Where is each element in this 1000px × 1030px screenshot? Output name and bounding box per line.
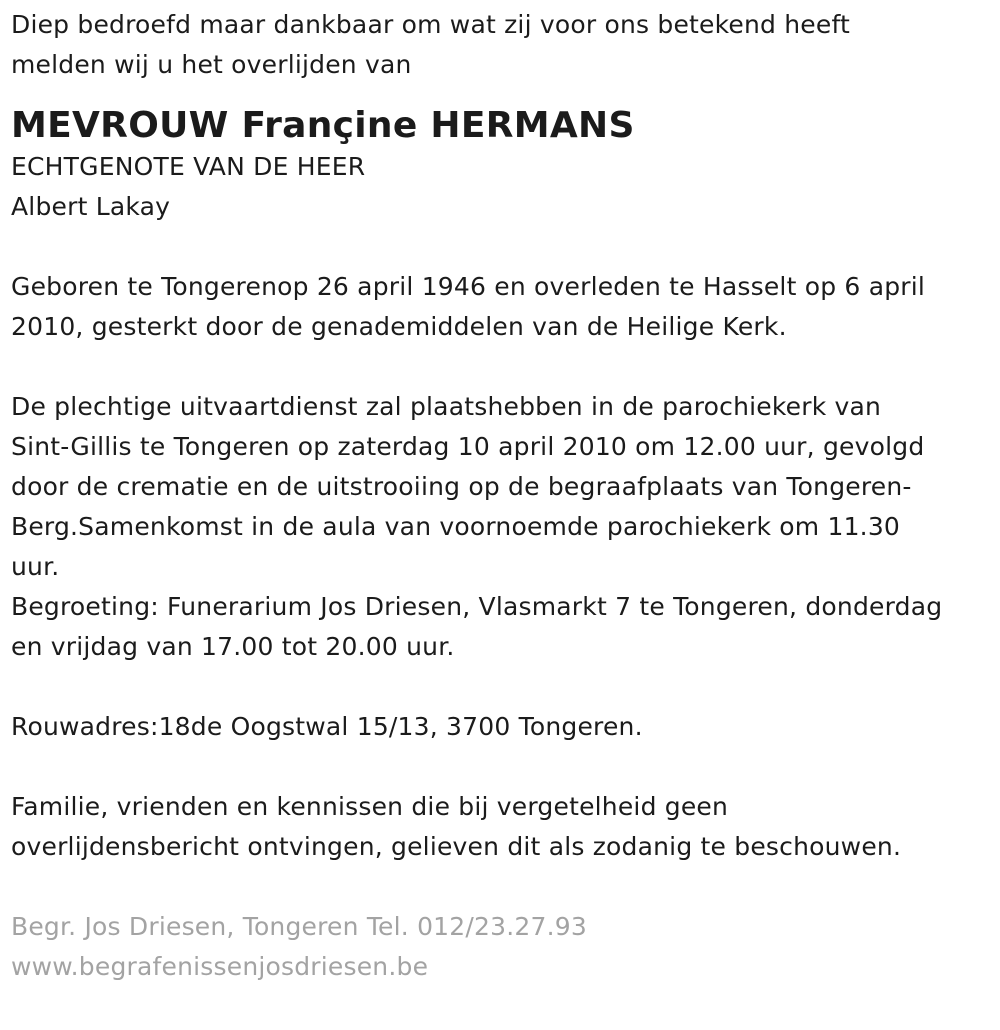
visitation-paragraph — [11, 587, 996, 667]
notice-paragraph — [11, 787, 996, 867]
funeral-paragraph — [11, 387, 996, 587]
paragraph-line: Sint-Gillis te Tongeren op zaterdag 10 april 2010 om 12.00 uur, gevolgd — [11, 432, 925, 461]
spacer — [11, 667, 996, 707]
spacer — [11, 747, 996, 787]
spacer — [11, 867, 996, 907]
paragraph-line: Berg.Samenkomst in de aula van voornoemde parochiekerk om 11.30 — [11, 512, 901, 541]
paragraph-line: Rouwadres:18de Oogstwal 15/13, 3700 Tongeren. — [11, 712, 643, 741]
intro-text — [11, 5, 996, 85]
spouse-name: Albert Lakay — [11, 192, 171, 221]
birth-death-paragraph — [11, 267, 996, 347]
undertaker-contact: Begr. Jos Driesen, Tongeren Tel. 012/23.27.93 — [11, 912, 587, 941]
paragraph-line: 2010, gesterkt door de genademiddelen van de Heilige Kerk. — [11, 312, 787, 341]
intro-line: melden wij u het overlijden van — [11, 50, 412, 79]
paragraph-line: Begroeting: Funerarium Jos Driesen, Vlasmarkt 7 te Tongeren, donderdag — [11, 592, 943, 621]
footer — [11, 907, 996, 987]
deceased-name: MEVROUW Françine HERMANS — [11, 105, 635, 146]
spacer — [11, 347, 996, 387]
paragraph-line: Familie, vrienden en kennissen die bij vergetelheid geen — [11, 792, 729, 821]
obituary-notice — [11, 5, 996, 987]
paragraph-line: door de crematie en de uitstrooiing op de begraafplaats van Tongeren- — [11, 472, 912, 501]
paragraph-line: uur. — [11, 552, 60, 581]
mourning-address — [11, 707, 996, 747]
paragraph-line: en vrijdag van 17.00 tot 20.00 uur. — [11, 632, 455, 661]
paragraph-line: overlijdensbericht ontvingen, gelieven dit als zodanig te beschouwen. — [11, 832, 902, 861]
spouse-title: ECHTGENOTE VAN DE HEER — [11, 152, 366, 181]
intro-line: Diep bedroefd maar dankbaar om wat zij voor ons betekend heeft — [11, 10, 851, 39]
paragraph-line: Geboren te Tongerenop 26 april 1946 en overleden te Hasselt op 6 april — [11, 272, 926, 301]
undertaker-website: www.begrafenissenjosdriesen.be — [11, 952, 429, 981]
spacer — [11, 227, 996, 267]
paragraph-line: De plechtige uitvaartdienst zal plaatshebben in de parochiekerk van — [11, 392, 882, 421]
